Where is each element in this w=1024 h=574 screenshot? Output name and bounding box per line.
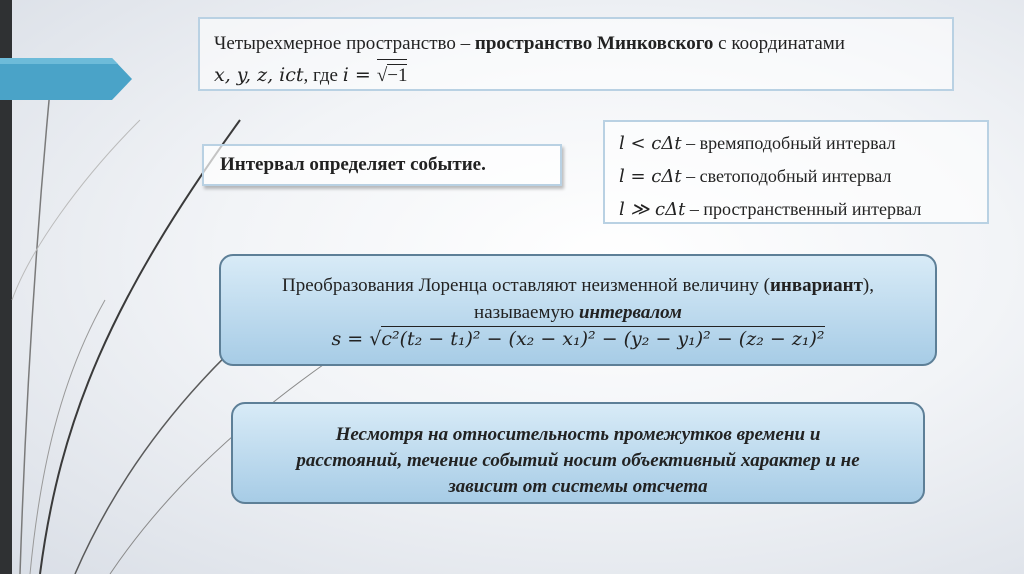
note-line-3: зависит от системы отсчета	[448, 476, 708, 497]
minkowski-line-1	[214, 29, 938, 59]
note-line-1: Несмотря на относительность промежутков времени и	[335, 424, 821, 445]
interval-formula: l = cΔt	[619, 166, 682, 187]
interval-term: интервалом	[578, 302, 682, 323]
interval-formula-s: s = √c²(t₂ − t₁)² − (x₂ − x₁)² − (y₂ − y₁)² − (z₂ − z₁)²	[331, 328, 825, 350]
interval-formula: l < cΔt	[619, 133, 682, 154]
minkowski-bold: пространство Минковского	[474, 33, 714, 54]
interval-spacelike	[619, 193, 973, 226]
sqrt-argument: −1	[387, 65, 408, 86]
minkowski-text-1: Четырехмерное пространство –	[214, 33, 475, 54]
interval-formula: l ≫ cΔt	[619, 199, 686, 220]
interval-lightlike	[619, 160, 973, 193]
lorentz-line-2	[221, 299, 935, 326]
radicand: c²(t₂ − t₁)² − (x₂ − x₁)² − (y₂ − y₁)² − (z₂ − z₁)²	[381, 328, 825, 350]
minkowski-box	[198, 17, 954, 91]
where-text: , где	[303, 65, 343, 86]
interval-timelike	[619, 127, 973, 160]
event-box	[202, 144, 562, 186]
interval-types-box	[603, 120, 989, 224]
event-text: Интервал определяет событие.	[220, 154, 486, 175]
minkowski-text-2: с координатами	[713, 33, 845, 54]
i-expression: i =	[342, 64, 377, 86]
invariant-bold: инвариант	[769, 275, 863, 296]
lorentz-text-2: ),	[862, 275, 874, 296]
note-box	[231, 402, 925, 504]
arrow-tab-shape	[0, 58, 135, 100]
lorentz-text-3: называемую	[474, 302, 579, 323]
sqrt-minus-one: √−1	[377, 59, 408, 91]
lorentz-box	[219, 254, 937, 366]
interval-label: – светоподобный интервал	[681, 166, 892, 186]
coordinates: x, y, z, ict	[214, 64, 304, 86]
lorentz-text-1: Преобразования Лоренца оставляют неизменной величину (	[282, 275, 770, 296]
s-label: s =	[331, 328, 370, 350]
minkowski-line-2	[214, 59, 938, 91]
note-line-2: расстояний, течение событий носит объективный характер и не	[296, 450, 860, 471]
interval-label: – времяподобный интервал	[681, 133, 896, 153]
lorentz-line-1	[221, 272, 935, 299]
interval-label: – пространственный интервал	[685, 199, 922, 219]
